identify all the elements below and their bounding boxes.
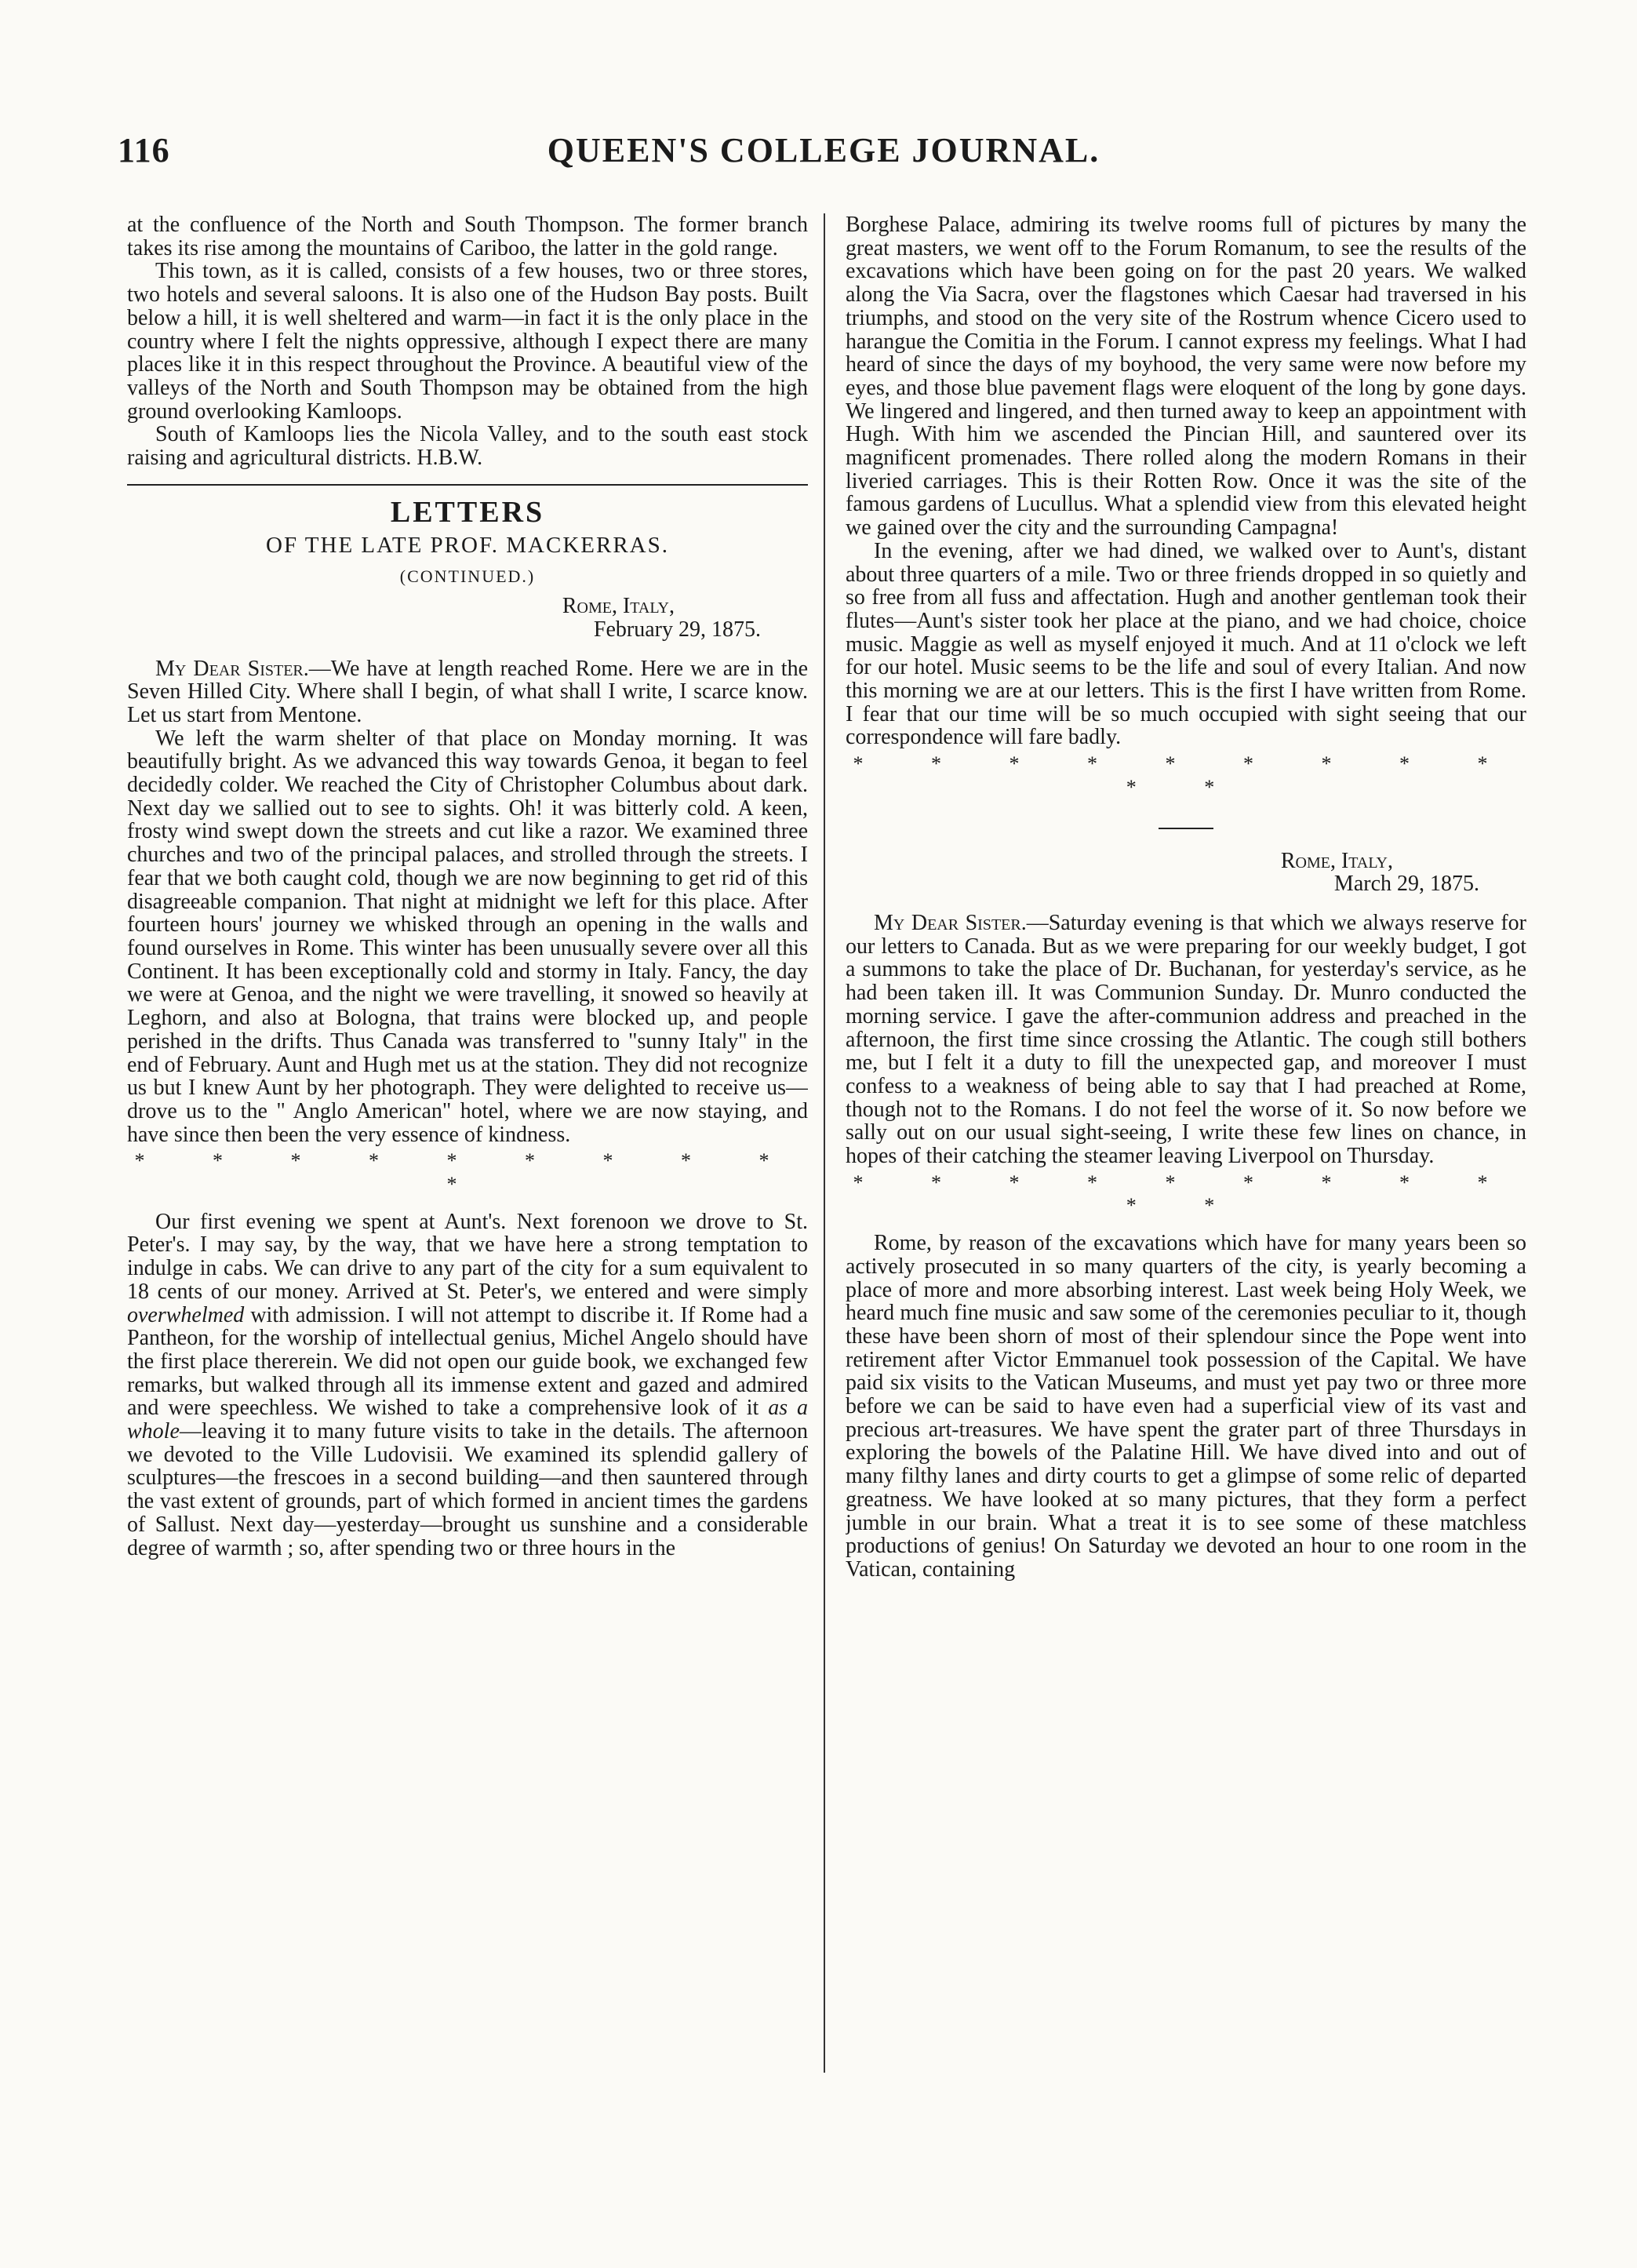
article-subtitle: OF THE LATE PROF. MACKERRAS. [266,532,669,558]
salutation: My Dear Sister. [155,656,309,681]
letter-opening [127,657,808,727]
letter-dateline-date: February 29, 1875. [593,617,761,642]
paragraph: Borghese Palace, admiring its twelve rooms full of pictures by many the great masters, we went off to the Forum Romanum, to see the results of the excavations which have been going on for the past 20 years. We walked along the Via Sacra, over the flagstones which Caesar had traversed in his triumphs, and stood on the very site of the Rostrum whence Cicero used to harangue the Comitia in the Forum. I cannot express my feelings. What I had heard of since the days of my boyhood, the very same were now before my eyes, and those blue pavement flags were eloquent of the long by gone days. We lingered and lingered, and then turned away to keep an appointment with Hugh. With him we ascended the Pincian Hill, and sauntered over its magnificent promenades. There rolled along the modern Romans in their liveried carriages. This is their Rotten Row. Once it was the site of the famous gardens of Lucullus. What a splendid view from this elevated height we gained over the city and the surrounding Campagna! [846,213,1526,541]
emphasis: as a whole [127,1396,808,1444]
section-stars: * * * * * * * * * * * [853,1170,1519,1218]
journal-title: QUEEN'S COLLEGE JOURNAL. [547,131,1100,169]
paragraph-text: —leaving it to many future visits to take in the details. The afternoon we devoted to the Ville Ludovisii. We examined its splendid gallery of sculptures—the frescoes in a second building—and then sauntered through the vast extent of grounds, part of which formed in ancient times the gardens of Sallust. Next day—yesterday—brought us sunshine and a considerable degree of warmth ; so, after spending two or three hours in the [127,1419,808,1560]
paragraph-text: —Saturday evening is that which we always reserve for our letters to Canada. But as we were preparing for our weekly budget, I got a summons to take the place of Dr. Buchanan, for yesterday's service, as he had been taken ill. It was Communion Sunday. Dr. Munro conducted the morning service. I gave the after-communion address and preached in the afternoon, the first time since crossing the Atlantic. The cough still bothers me, but I felt it a duty to fill the unexpected gap, and moreover I must confess to a weakness of being able to say that I had preached at Rome, though not to the Romans. I do not feel the worse of it. So now before we sally out on our usual sight-seeing, I write these few lines on chance, in hopes of their catching the steamer leaving Liverpool on Thursday. [846,910,1526,1169]
right-column [846,213,1526,2081]
letter-dateline-place: Rome, Italy, [562,594,675,619]
continued-note: (CONTINUED.) [399,566,536,587]
section-stars: * * * * * * * * * * [134,1149,801,1196]
paragraph-text: —We have at length reached Rome. Here we are in the Seven Hilled City. Where shall I begin, of what shall I write, I scarce know. Let us start from Mentone. [127,656,808,727]
section-divider [127,484,808,486]
page-number: 116 [118,131,170,169]
paragraph: South of Kamloops lies the Nicola Valley, and to the south east stock raising and agricultural districts. H.B.W. [127,422,808,471]
section-stars: * * * * * * * * * * * [853,752,1519,799]
paragraph: Rome, by reason of the excavations which have for many years been so actively prosecuted in so many quarters of the city, is yearly becoming a place of more and more absorbing interest. Last week being Holy Week, we heard much fine music and saw some of the ceremonies peculiar to it, though these have been shorn of most of their splendour since the Pope went into retirement after Victor Emmanuel took possession of the Capital. We have paid six visits to the Vatican Museums, and must yet pay two or three more before we can be said to have even had a superficial view of its vast and precious art-treasures. We have spent the grater part of three Thursdays in exploring the bowels of the Palatine Hill. We have dived into and out of many filthy lanes and dirty courts to get a glimpse of some relic of departed greatness. We have looked at so many pictures, that they form a perfect jumble in our brain. What a treat it is to see some of these matchless productions of genius! On Saturday we devoted an hour to one room in the Vatican, containing [846,1231,1526,1582]
left-column [127,213,808,2081]
paragraph: This town, as it is called, consists of a few houses, two or three stores, two hotels and several saloons. It is also one of the Hudson Bay posts. Built below a hill, it is well sheltered and warm—in fact it is the only place in the country where I felt the nights oppressive, although I expect there are many places like it in this respect throughout the Province. A beautiful view of the valleys of the North and South Thompson may be obtained from the high ground overlooking Kamloops. [127,259,808,424]
letter-dateline-date: March 29, 1875. [1333,872,1479,897]
article-title: LETTERS [390,495,545,529]
letter-opening [846,912,1526,1168]
column-divider [824,213,825,2073]
paragraph: In the evening, after we had dined, we walked over to Aunt's, distant about three quarters of a mile. Two or three friends dropped in so quietly and so free from all fuss and affectation. Hugh and another gentleman took their flutes—Aunt's sister took her place at the piano, and we had choice, choice music. Maggie as well as myself enjoyed it much. And at 11 o'clock we left for our hotel. Music seems to be the life and soul of every Italian. And now this morning we are at our letters. This is the first I have written from Rome. I fear that our time will be so much occupied with sight seeing that our correspondence will fare badly. [846,538,1526,750]
emphasis: overwhelmed [127,1302,245,1327]
salutation: My Dear Sister. [874,910,1027,935]
short-divider [1159,828,1213,829]
paragraph [127,1210,808,1560]
paragraph: We left the warm shelter of that place on Monday morning. It was beautifully bright. As we advanced this way towards Genoa, it began to feel decidedly colder. We reached the City of Christopher Columbus about dark. Next day we sallied out to see to sights. Oh! it was bitterly cold. A keen, frosty wind swept down the streets and cut like a razor. We examined three churches and two of the principal palaces, and strolled through the streets. I fear that we both caught cold, though we are now beginning to get rid of this disagreeable companion. That night at midnight we left for this place. After fourteen hours' journey we whisked through an opening in the walls and found ourselves in Rome. This winter has been unusually severe over all this Continent. It has been exceptionally cold and stormy in Italy. Fancy, the day we were at Genoa, and the night we were travelling, it snowed so heavily at Leghorn, and also at Bologna, that trains were blocked up, and people perished in the drifts. Thus Canada was transferred to "sunny Italy" in the end of February. Aunt and Hugh met us at the station. They did not recognize us but I knew Aunt by her photograph. They were delighted to receive us—drove us to the " Anglo American" hotel, where we are now staying, and have since then been the very essence of kindness. [127,726,808,1147]
page-header [118,130,1530,185]
paragraph-text: Our first evening we spent at Aunt's. Next forenoon we drove to St. Peter's. I may say, by the way, that we have here a strong temptation to indulge in cabs. We can drive to any part of the city for a sum equivalent to 18 cents of our money. Arrived at St. Peter's, we entered and were simply [127,1209,808,1304]
paragraph: at the confluence of the North and South Thompson. The former branch takes its rise among the mountains of Cariboo, the latter in the gold range. [127,213,808,260]
letter-dateline-place: Rome, Italy, [1280,848,1393,873]
paragraph-text: with admission. I will not attempt to discribe it. If Rome had a Pantheon, for the worship of intellectual genius, Michel Angelo should have the first place thererein. We did not open our guide book, we exchanged few remarks, but walked through all its immense extent and gazed and admired and were speechless. We wished to take a comprehensive look of it [127,1302,808,1421]
